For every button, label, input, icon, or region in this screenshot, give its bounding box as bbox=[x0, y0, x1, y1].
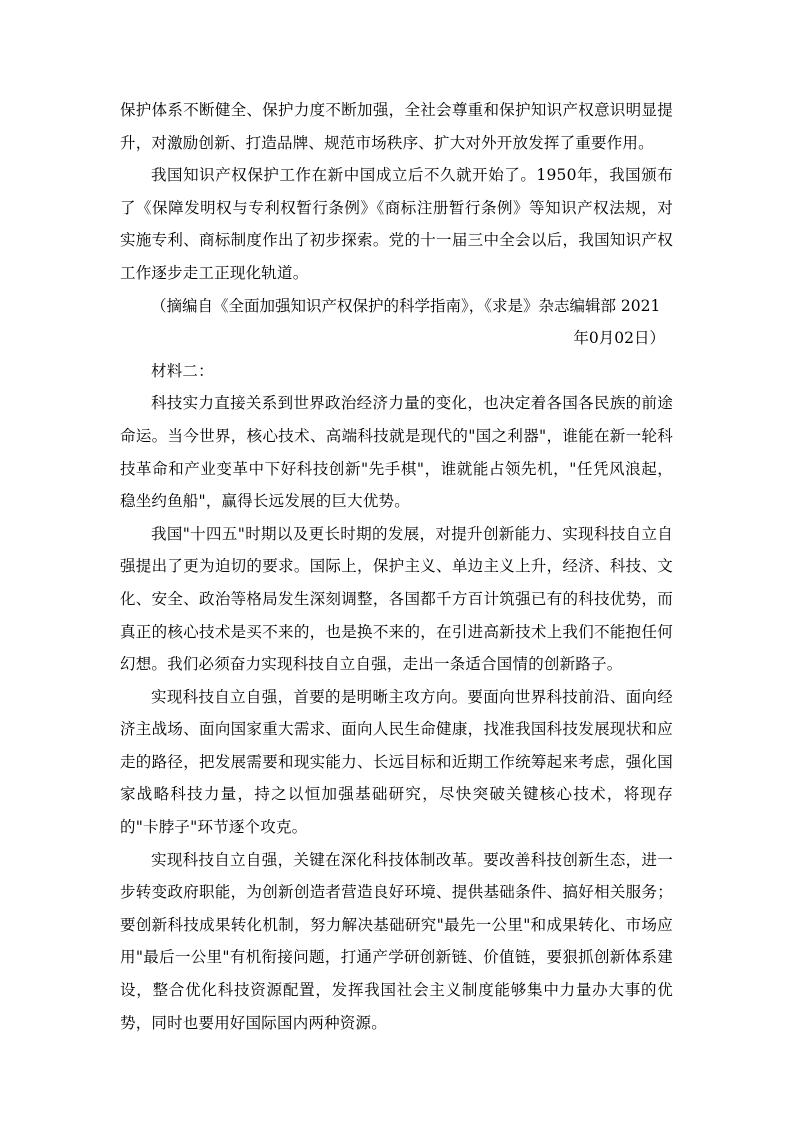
material1-continued-paragraph: 保护体系不断健全、保护力度不断加强，全社会尊重和保护知识产权意识明显提升，对激励创新、打造品牌、规范市场秩序、扩大对外开放发挥了重要作用。 bbox=[120, 101, 673, 152]
material1-source-citation: （摘编自《全面加强知识产权保护的科学指南》，《求是》杂志编辑部 2021 bbox=[151, 296, 661, 315]
document-page bbox=[120, 94, 673, 1039]
material1-source-citation-date: 年0月02日） bbox=[573, 329, 665, 348]
material1-history-paragraph: 我国知识产权保护工作在新中国成立后不久就开始了。1950年，我国颁布了《保障发明权与专利权暂行条例》《商标注册暂行条例》等知识产权法规，对实施专利、商标制度作出了初步探索。党的十一届三中全会以后，我国知识产权工作逐步走工正现化轨道。 bbox=[120, 166, 673, 282]
material2-heading: 材料二： bbox=[151, 361, 214, 380]
material2-paragraph: 实现科技自立自强，关键在深化科技体制改革。要改善科技创新生态，进一步转变政府职能，为创新创造者营造良好环境、提供基础条件、搞好相关服务；要创新科技成果转化机制，努力解决基础研究"最先一公里"和成果转化、市场应用"最后一公里"有机衔接问题，打通产学研创新链、价值链，要狠抓创新体系建设，整合优化科技资源配置，发挥我国社会主义制度能够集中力量办大事的优势，同时也要用好国际国内两种资源。 bbox=[120, 850, 673, 1032]
material2-paragraph: 我国"十四五"时期以及更长时期的发展，对提升创新能力、实现科技自立自强提出了更为迫切的要求。国际上，保护主义、单边主义上升，经济、科技、文化、安全、政治等格局发生深刻调整，各国都千方百计筑强已有的科技优势，而真正的核心技术是买不来的，也是换不来的，在引进高新技术上我们不能抱任何幻想。我们必须奋力实现科技自立自强，走出一条适合国情的创新路子。 bbox=[120, 524, 673, 674]
material2-paragraph: 实现科技自立自强，首要的是明晰主攻方向。要面向世界科技前沿、面向经济主战场、面向国家重大需求、面向人民生命健康，找准我国科技发展现状和应走的路径，把发展需要和现实能力、长远目标和近期工作统筹起来考虑，强化国家战略科技力量，持之以恒加强基础研究，尽快突破关键核心技术，将现存的"卡脖子"环节逐个攻克。 bbox=[120, 687, 673, 837]
material2-paragraph: 科技实力直接关系到世界政治经济力量的变化，也决定着各国各民族的前途命运。当今世界，核心技术、高端科技就是现代的"国之利器"，谁能在新一轮科技革命和产业变革中下好科技创新"先手棋"，谁就能占领先机，"任凭风浪起，稳坐约鱼船"，赢得长远发展的巨大优势。 bbox=[120, 394, 673, 511]
